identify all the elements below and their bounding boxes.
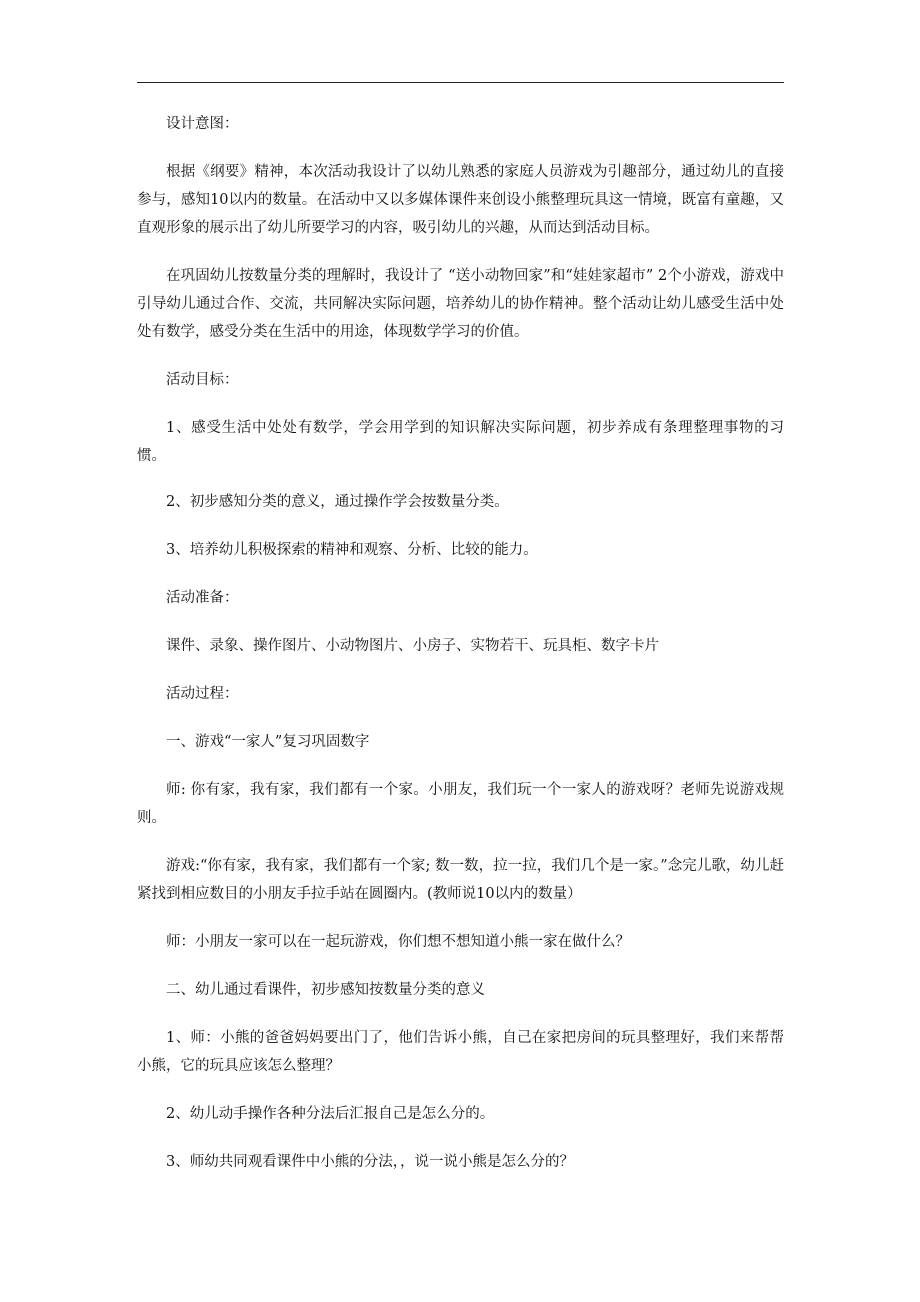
paragraph: 师：小朋友一家可以在一起玩游戏，你们想不想知道小熊一家在做什么？ — [166, 934, 630, 950]
heading-activity-prep: 活动准备： — [166, 590, 239, 606]
section-heading: 二、幼儿通过看课件，初步感知按数量分类的意义 — [166, 982, 485, 998]
paragraph: 根据《纲要》精神，本次活动我设计了以幼儿熟悉的家庭人员游戏为引趣部分，通过幼儿的直接参与，感知10以内的数量。在活动中又以多媒体课件来创设小熊整理玩具这一情境，既富有童趣，又直观形象的展示出了幼儿所要学习的内容，吸引幼儿的兴趣，从而达到活动目标。 — [137, 164, 784, 236]
step-item: 3、师幼共同观看课件中小熊的分法，，说一说小熊是怎么分的？ — [166, 1154, 574, 1170]
goal-item: 1、感受生活中处处有数学，学会用学到的知识解决实际问题，初步养成有条理整理事物的习惯。 — [137, 420, 784, 464]
goal-item: 2、初步感知分类的意义，通过操作学会按数量分类。 — [166, 494, 509, 510]
heading-activity-process: 活动过程： — [166, 686, 239, 702]
section-heading: 一、游戏“一家人”复习巩固数字 — [166, 734, 370, 750]
document-body — [137, 110, 784, 1176]
heading-design-intent: 设计意图： — [166, 116, 239, 132]
prep-materials: 课件、录象、操作图片、小动物图片、小房子、实物若干、玩具柜、数字卡片 — [166, 638, 659, 654]
goal-item: 3、培养幼儿积极探索的精神和观察、分析、比较的能力。 — [166, 542, 538, 558]
paragraph: 游戏:“你有家，我有家，我们都有一个家; 数一数，拉一拉，我们几个是一家。”念完儿歌，幼儿赶紧找到相应数目的小朋友手拉手站在圆圈内。(教师说10以内的数量） — [137, 858, 784, 902]
paragraph: 师: 你有家，我有家，我们都有一个家。小朋友，我们玩一个一家人的游戏呀？老师先说游戏规则。 — [137, 782, 784, 826]
heading-activity-goals: 活动目标： — [166, 372, 239, 388]
step-item: 2、幼儿动手操作各种分法后汇报自己是怎么分的。 — [166, 1106, 495, 1122]
header-rule — [137, 82, 784, 83]
paragraph: 在巩固幼儿按数量分类的理解时，我设计了 “送小动物回家”和“娃娃家超市” 2个小游戏，游戏中引导幼儿通过合作、交流，共同解决实际问题，培养幼儿的协作精神。整个活动让幼儿感受生活中处处有数学，感受分类在生活中的用途，体现数学学习的价值。 — [137, 268, 784, 340]
step-item: 1、师：小熊的爸爸妈妈要出门了，他们告诉小熊，自己在家把房间的玩具整理好，我们来帮帮小熊，它的玩具应该怎么整理？ — [137, 1030, 784, 1074]
